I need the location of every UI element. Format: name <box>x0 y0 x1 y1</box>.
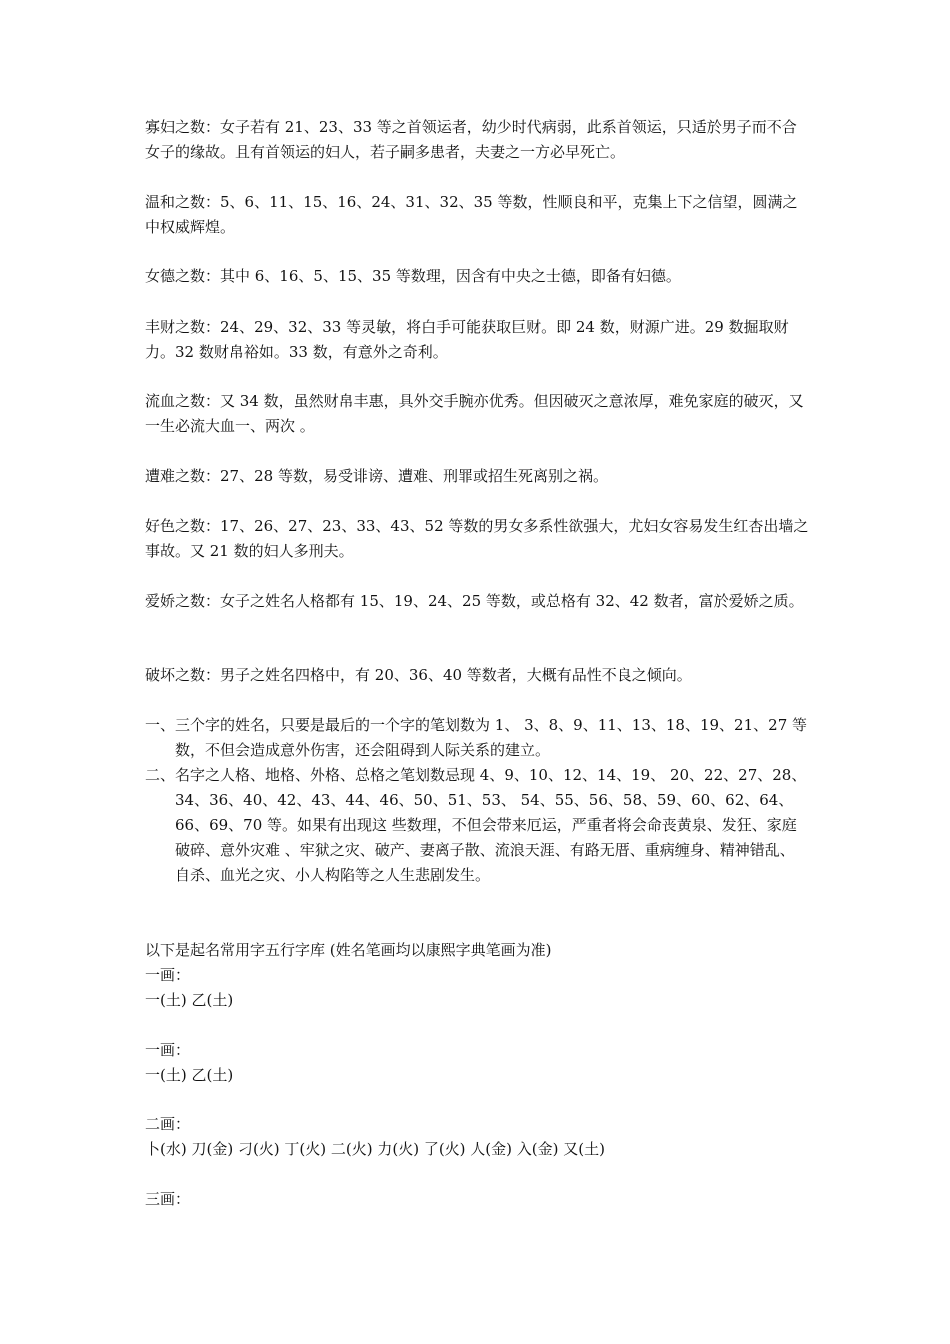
library-intro: 以下是起名常用字五行字库 (姓名笔画均以康熙字典笔画为准) <box>145 941 552 959</box>
section-heading: 一画： <box>145 966 191 984</box>
paragraph-destruction-numbers: 破坏之数：男子之姓名四格中，有 20、36、40 等数者，大概有品性不良之倾向。 <box>145 666 692 684</box>
list-item-forbidden-strokes: 二、名字之人格、地格、外格、总格之笔划数忌现 4、9、10、12、14、19、 20、22、27、28、34、36、40、42、43、44、46、50、51、53、 54、55、56、58、59、60、62、64、66、69、70 等。如果有出现这 些数理，不但会带来厄运，严重者将会命丧黄泉、发狂、家庭破碎、意外灾难 、牢狱之灾、破产、妻离子散、流浪天涯、有路无厝、重病缠身、精神错乱、 自杀、血光之灾、小人构陷等之人生悲剧发生。 <box>145 766 807 884</box>
section-characters: 卜(水) 刀(金) 刁(火) 丁(火) 二(火) 力(火) 了(火) 人(金) 入(金) 又(土) <box>145 1140 605 1158</box>
section-characters: 一(土) 乙(土) <box>145 991 234 1009</box>
paragraph-disaster-numbers: 遭难之数：27、28 等数，易受诽谤、遭难、刑罪或招生死离别之祸。 <box>145 467 608 485</box>
section-heading: 一画： <box>145 1041 191 1059</box>
paragraph-charm-numbers: 爱娇之数：女子之姓名人格都有 15、19、24、25 等数，或总格有 32、42 数者，富於爱娇之质。 <box>145 592 804 610</box>
section-heading: 二画： <box>145 1115 191 1133</box>
paragraph-widow-numbers: 寡妇之数：女子若有 21、23、33 等之首领运者，幼少时代病弱，此系首领运，只适於男子而不合女子的缘故。且有首领运的妇人，若子嗣多患者，夫妻之一方必早死亡。 <box>145 118 797 161</box>
paragraph-female-virtue-numbers: 女德之数：其中 6、16、5、15、35 等数理，因含有中央之士德，即备有妇德。 <box>145 267 681 285</box>
list-item-three-char-names: 一、三个字的姓名，只要是最后的一个字的笔划数为 1、 3、8、9、11、13、18、19、21、27 等数，不但会造成意外伤害，还会阻碍到人际关系的建立。 <box>145 716 808 759</box>
paragraph-wealth-numbers: 丰财之数：24、29、32、33 等灵敏，将白手可能获取巨财。即 24 数，财源广进。29 数掘取财力。32 数财帛裕如。33 数，有意外之奇利。 <box>145 318 789 361</box>
paragraph-gentle-numbers: 温和之数：5、6、11、15、16、24、31、32、35 等数，性顺良和平，克集上下之信望，圆满之中权威辉煌。 <box>145 193 798 236</box>
section-characters: 一(土) 乙(土) <box>145 1066 234 1084</box>
section-heading: 三画： <box>145 1190 191 1208</box>
paragraph-lust-numbers: 好色之数：17、26、27、23、33、43、52 等数的男女多系性欲强大，尤妇女容易发生红杏出墙之事故。又 21 数的妇人多刑夫。 <box>145 517 809 560</box>
paragraph-bloodshed-numbers: 流血之数：又 34 数，虽然财帛丰惠，具外交手腕亦优秀。但因破灭之意浓厚，难免家庭的破灭，又一生必流大血一、两次 。 <box>145 392 804 435</box>
